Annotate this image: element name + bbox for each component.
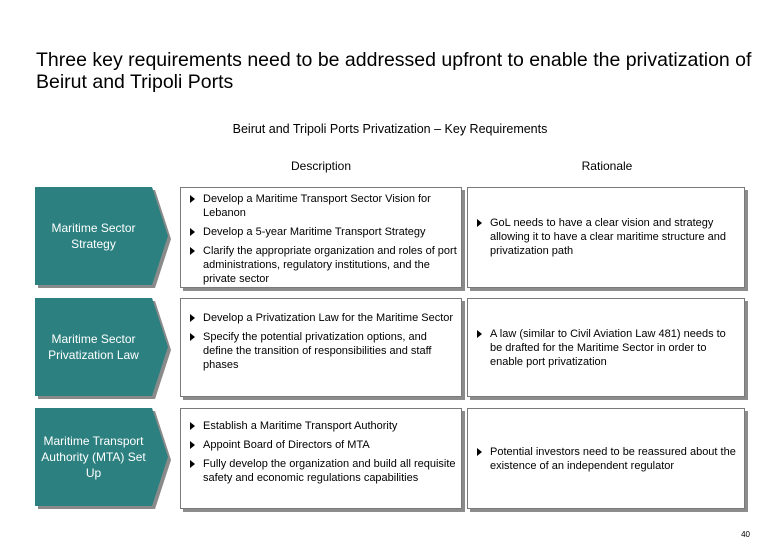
chart-subtitle: Beirut and Tripoli Ports Privatization – Key Requirements — [232, 122, 548, 136]
description-box — [180, 298, 462, 397]
bullet-item: GoL needs to have a clear vision and strategy allowing it to have a clear maritime structure and privatization path — [476, 216, 740, 258]
bullet-item: Potential investors need to be reassured about the existence of an independent regulator — [476, 445, 740, 473]
bullet-item: Develop a Maritime Transport Sector Vision for Lebanon — [189, 192, 457, 220]
row-label: Maritime Sector Strategy — [51, 221, 136, 251]
description-box — [180, 408, 462, 509]
page-title: Three key requirements need to be addressed upfront to enable the privatization of Beirut and Tripoli Ports — [36, 49, 752, 93]
bullet-item: Clarify the appropriate organization and roles of port administrations, regulatory institutions, and the private sector — [189, 244, 457, 286]
bullet-item: A law (similar to Civil Aviation Law 481) needs to be drafted for the Maritime Sector in order to enable port privatization — [476, 327, 740, 369]
bullet-item: Develop a Privatization Law for the Maritime Sector — [189, 311, 457, 325]
column-header-rationale: Rationale — [581, 159, 633, 173]
bullet-item: Specify the potential privatization options, and define the transition of responsibilities and staff phases — [189, 330, 457, 372]
page-number: 40 — [741, 530, 750, 539]
bullet-item: Appoint Board of Directors of MTA — [189, 438, 457, 452]
bullet-item: Develop a 5-year Maritime Transport Strategy — [189, 225, 457, 239]
bullet-item: Fully develop the organization and build all requisite safety and economic regulations capabilities — [189, 457, 457, 485]
row-label: Maritime Transport Authority (MTA) Set Up — [41, 434, 146, 480]
description-box — [180, 187, 462, 288]
bullet-item: Establish a Maritime Transport Authority — [189, 419, 457, 433]
rationale-box — [467, 187, 745, 288]
rationale-box — [467, 408, 745, 509]
row-label: Maritime Sector Privatization Law — [48, 332, 139, 362]
rationale-box — [467, 298, 745, 397]
column-header-description: Description — [290, 159, 352, 173]
